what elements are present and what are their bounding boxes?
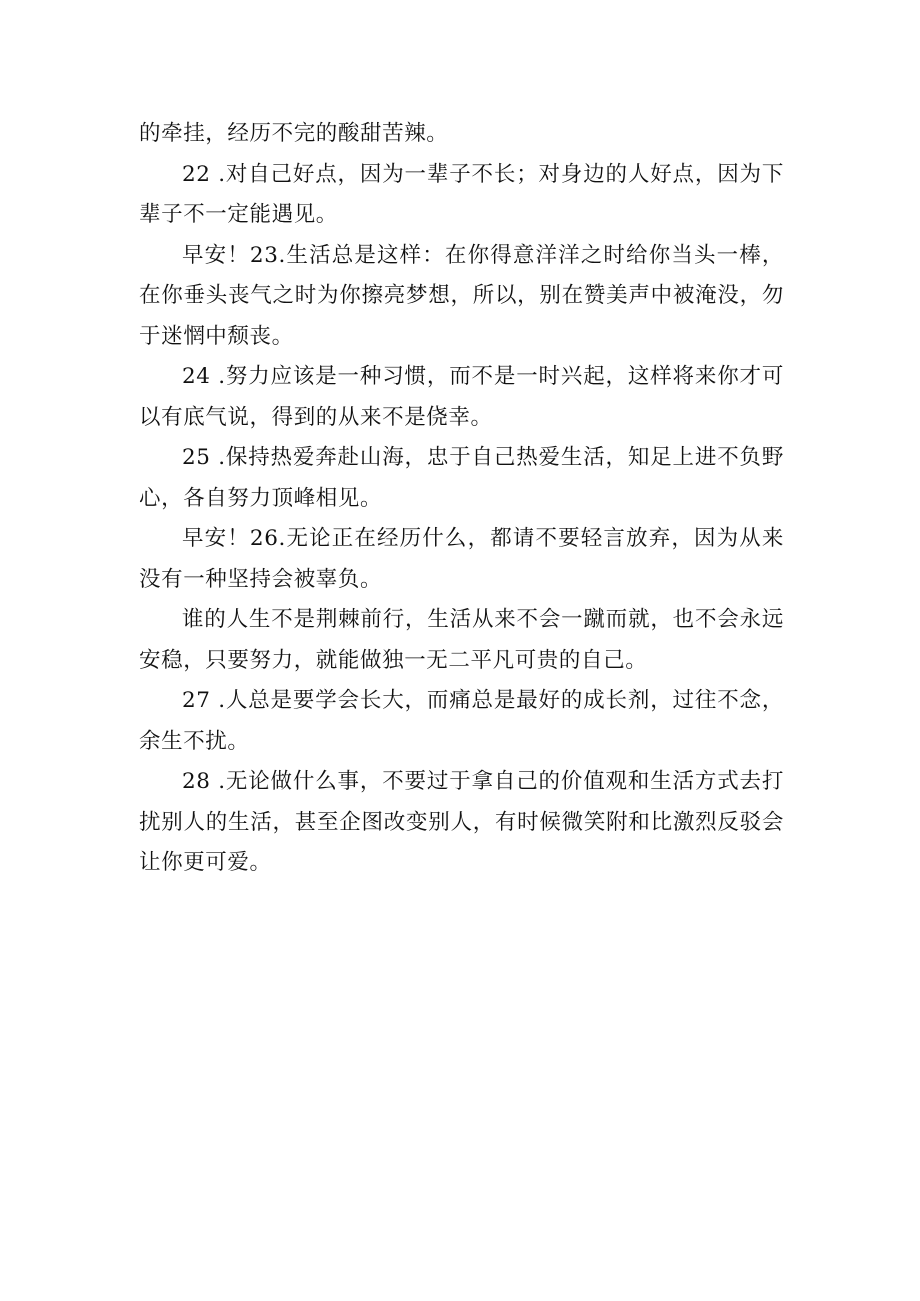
paragraph-5: 25 .保持热爱奔赴山海，忠于自己热爱生活，知足上进不负野心，各自努力顶峰相见。 bbox=[139, 445, 784, 511]
paragraph-3: 早安！23.生活总是这样：在你得意洋洋之时给你当头一棒，在你垂头丧气之时为你擦亮梦想，所以，别在赞美声中被淹没，勿于迷惘中颓丧。 bbox=[139, 242, 784, 349]
paragraph-7: 谁的人生不是荆棘前行，生活从来不会一蹴而就，也不会永远安稳，只要努力，就能做独一无二平凡可贵的自己。 bbox=[139, 607, 784, 673]
paragraph-6: 早安！26.无论正在经历什么，都请不要轻言放弃，因为从来没有一种坚持会被辜负。 bbox=[139, 526, 784, 592]
paragraph-8: 27 .人总是要学会长大，而痛总是最好的成长剂，过往不念，余生不扰。 bbox=[139, 688, 784, 754]
paragraph-2: 22 .对自己好点，因为一辈子不长；对身边的人好点，因为下辈子不一定能遇见。 bbox=[139, 161, 784, 227]
paragraph-1: 的牵挂，经历不完的酸甜苦辣。 bbox=[139, 121, 449, 146]
document-body bbox=[139, 114, 784, 884]
paragraph-4: 24 .努力应该是一种习惯，而不是一时兴起，这样将来你才可以有底气说，得到的从来不是侥幸。 bbox=[139, 364, 784, 430]
paragraph-9: 28 .无论做什么事，不要过于拿自己的价值观和生活方式去打扰别人的生活，甚至企图改变别人，有时候微笑附和比激烈反驳会让你更可爱。 bbox=[139, 769, 784, 875]
